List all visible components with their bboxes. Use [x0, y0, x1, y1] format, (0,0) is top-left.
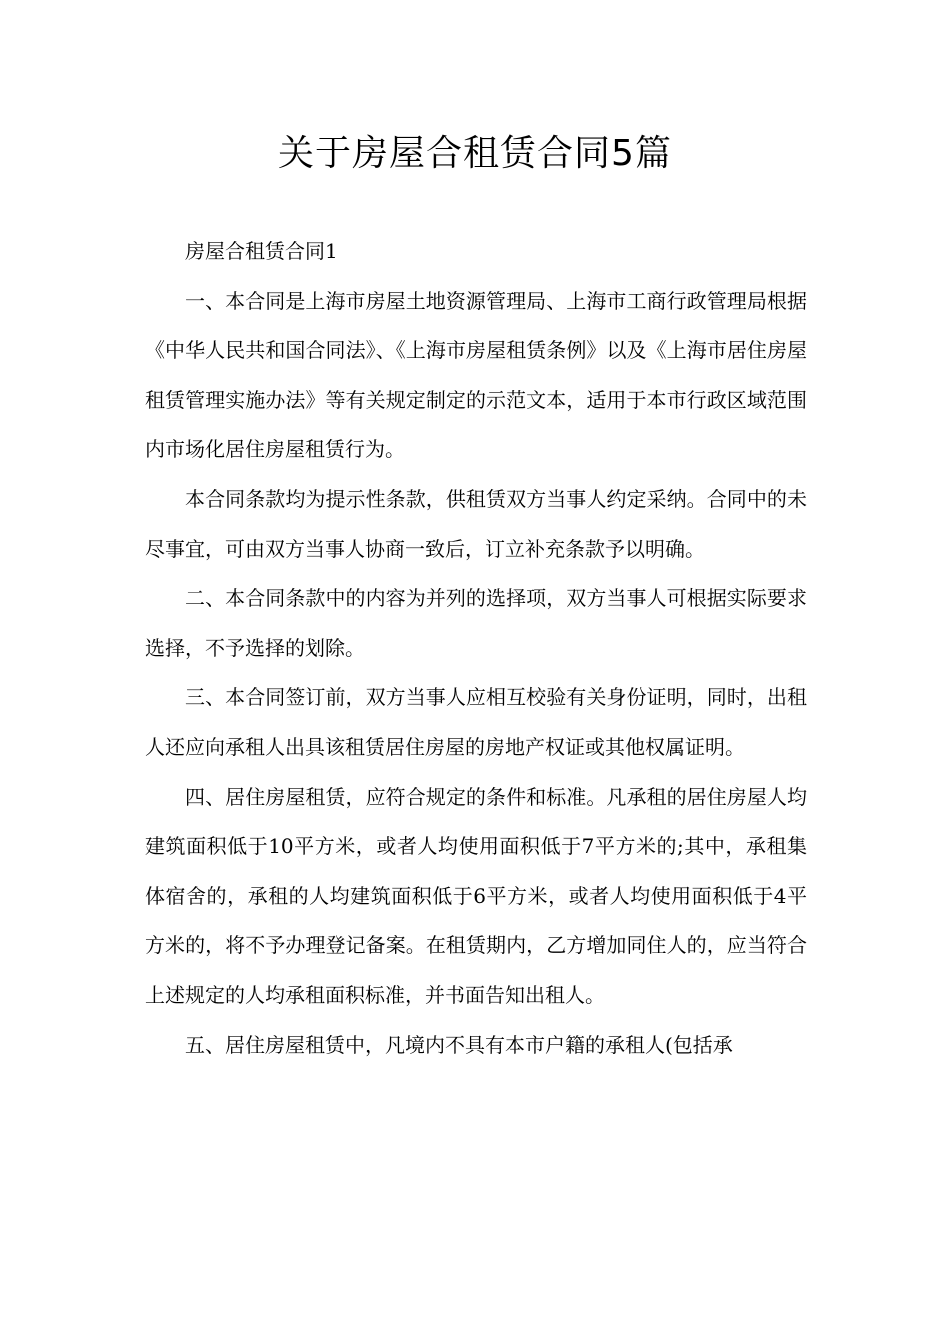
paragraph: 本合同条款均为提示性条款，供租赁双方当事人约定采纳。合同中的未尽事宜，可由双方当事人协商一致后，订立补充条款予以明确。	[145, 486, 807, 561]
paragraph-heading: 房屋合租赁合同1	[185, 239, 338, 263]
paragraph: 二、本合同条款中的内容为并列的选择项，双方当事人可根据实际要求选择，不予选择的划除。	[145, 586, 807, 660]
paragraph: 四、居住房屋租赁，应符合规定的条件和标准。凡承租的居住房屋人均建筑面积低于10平方米，或者人均使用面积低于7平方米的;其中，承租集体宿舍的，承租的人均建筑面积低于6平方米，或者人均使用面积低于4平方米的，将不予办理登记备案。在租赁期内，乙方增加同住人的，应当符合上述规定的人均承租面积标准，并书面告知出租人。	[145, 784, 807, 1007]
paragraph: 一、本合同是上海市房屋土地资源管理局、上海市工商行政管理局根据《中华人民共和国合同法》、《上海市房屋租赁条例》以及《上海市居住房屋租赁管理实施办法》等有关规定制定的示范文本，适用于本市行政区域范围内市场化居住房屋租赁行为。	[145, 288, 807, 462]
document-body	[145, 227, 807, 1070]
document-title: 关于房屋合租赁合同5篇	[278, 133, 672, 174]
paragraph: 五、居住房屋租赁中，凡境内不具有本市户籍的承租人(包括承	[185, 1032, 733, 1057]
paragraph: 三、本合同签订前，双方当事人应相互校验有关身份证明，同时，出租人还应向承租人出具该租赁居住房屋的房地产权证或其他权属证明。	[145, 685, 807, 759]
